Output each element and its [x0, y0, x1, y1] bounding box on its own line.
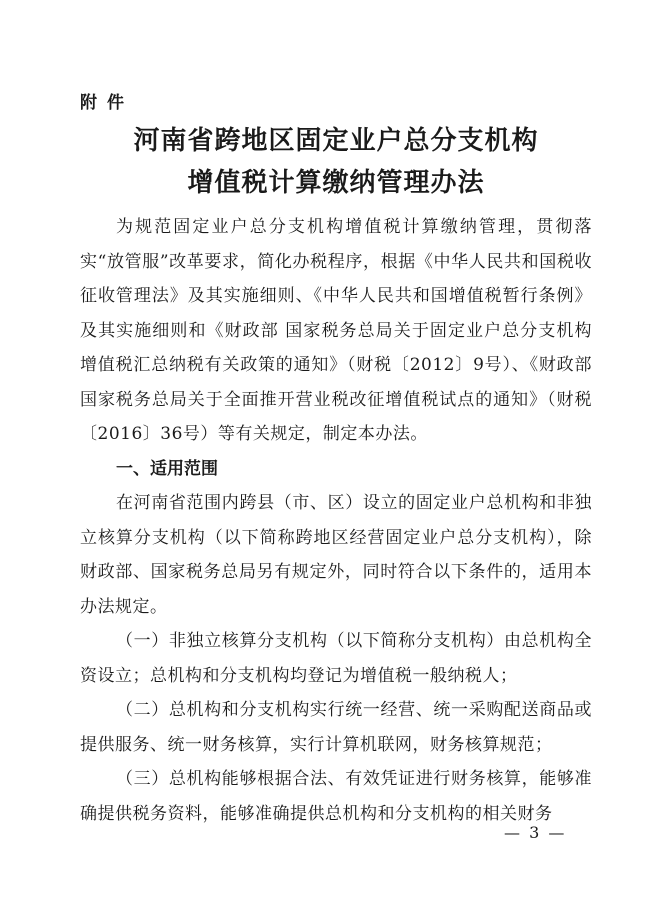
document-title-line-2: 增值税计算缴纳管理办法	[187, 168, 485, 198]
section-1-paragraph: 在河南省范围内跨县（市、区）设立的固定业户总机构和非独立核算分支机构（以下简称跨地区经营固定业户总分支机构），除财政部、国家税务总局另有规定外，同时符合以下条件的，适用本办法规定。	[80, 493, 592, 617]
condition-item-2: （二）总机构和分支机构实行统一经营、统一采购配送商品或提供服务、统一财务核算，实行计算机联网，财务核算规范；	[80, 700, 592, 755]
condition-item-3: （三）总机构能够根据合法、有效凭证进行财务核算，能够准确提供税务资料，能够准确提供总机构和分支机构的相关财务	[80, 769, 592, 824]
condition-item-1: （一）非独立核算分支机构（以下简称分支机构）由总机构全资设立；总机构和分支机构均登记为增值税一般纳税人；	[80, 631, 592, 686]
document-title-line-1: 河南省跨地区固定业户总分支机构	[133, 126, 539, 156]
document-body	[80, 210, 592, 831]
section-1-heading: 一、适用范围	[116, 458, 218, 479]
intro-paragraph: 为规范固定业户总分支机构增值税计算缴纳管理，贯彻落实“放管服”改革要求，简化办税程序，根据《中华人民共和国税收征收管理法》及其实施细则、《中华人民共和国增值税暂行条例》及其实施细则和《财政部 国家税务总局关于固定业户总分支机构增值税汇总纳税有关政策的通知》（财税〔2012〕9号）、《财政部 国家税务总局关于全面推开营业税改征增值税试点的通知》（财税〔2016〕36号）等有关规定，制定本办法。	[80, 217, 592, 444]
page-number: — 3 —	[504, 823, 567, 842]
attachment-label: 附件	[80, 93, 134, 113]
